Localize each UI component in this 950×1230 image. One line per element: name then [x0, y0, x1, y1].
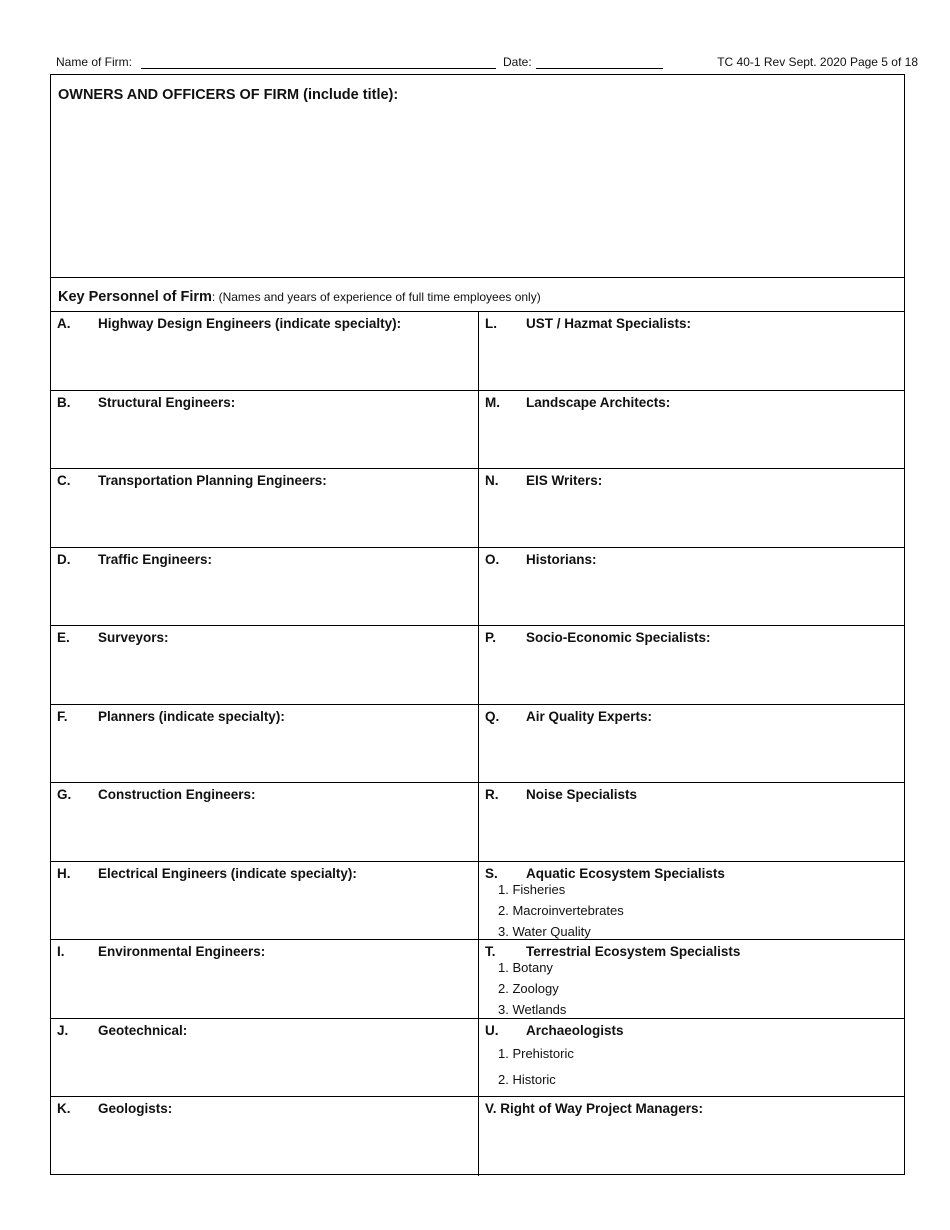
- category-letter: A.: [57, 316, 71, 331]
- personnel-cell[interactable]: [51, 391, 479, 469]
- firm-name-field[interactable]: [141, 68, 496, 69]
- category-letter: K.: [57, 1101, 71, 1117]
- sub-specialty-item: 2. Historic: [498, 1071, 556, 1087]
- personnel-cell[interactable]: [51, 783, 479, 861]
- category-letter: M.: [485, 394, 500, 410]
- table-row: [51, 1097, 904, 1176]
- table-row: [51, 862, 904, 941]
- personnel-cell[interactable]: [479, 548, 906, 626]
- form-id: TC 40-1 Rev Sept. 2020 Page 5 of 18: [717, 55, 918, 69]
- owners-title: OWNERS AND OFFICERS OF FIRM (include title):: [58, 87, 399, 103]
- category-letter: O.: [485, 551, 500, 567]
- personnel-form: [50, 74, 905, 1175]
- table-row: [51, 626, 904, 705]
- table-row: [51, 940, 904, 1019]
- category-label: V. Right of Way Project Managers:: [485, 1101, 704, 1117]
- category-label: EIS Writers:: [526, 473, 603, 489]
- sub-specialty-item: 3. Water Quality: [498, 923, 591, 939]
- sub-specialty-item: 1. Prehistoric: [498, 1045, 574, 1061]
- personnel-cell[interactable]: [51, 705, 479, 783]
- category-label: Aquatic Ecosystem Specialists: [526, 865, 725, 881]
- category-letter: Q.: [485, 708, 500, 724]
- category-label: Construction Engineers:: [98, 787, 256, 803]
- table-row: [51, 1019, 904, 1098]
- table-row: [51, 312, 904, 391]
- category-label: Highway Design Engineers (indicate specialty):: [98, 316, 402, 331]
- owners-section[interactable]: [51, 75, 904, 278]
- personnel-cell[interactable]: [479, 469, 906, 547]
- category-label: Archaeologists: [526, 1022, 624, 1038]
- category-label: Traffic Engineers:: [98, 551, 213, 567]
- personnel-cell[interactable]: [51, 312, 479, 390]
- category-label: Structural Engineers:: [98, 394, 236, 410]
- personnel-cell[interactable]: [479, 1019, 906, 1097]
- category-letter: E.: [57, 630, 70, 646]
- category-label: Surveyors:: [98, 630, 169, 646]
- personnel-cell[interactable]: [479, 862, 906, 940]
- personnel-cell[interactable]: [479, 783, 906, 861]
- firm-name-label: Name of Firm:: [56, 55, 133, 69]
- table-row: [51, 469, 904, 548]
- category-letter: B.: [57, 394, 71, 410]
- category-letter: J.: [57, 1022, 69, 1038]
- category-label: Historians:: [526, 551, 597, 567]
- category-label: UST / Hazmat Specialists:: [526, 316, 692, 331]
- personnel-cell[interactable]: [479, 391, 906, 469]
- category-letter: S.: [485, 865, 498, 881]
- table-row: [51, 548, 904, 627]
- personnel-cell[interactable]: [51, 1097, 479, 1176]
- category-letter: P.: [485, 630, 497, 646]
- personnel-cell[interactable]: [51, 626, 479, 704]
- sub-specialty-item: 2. Macroinvertebrates: [498, 902, 624, 918]
- category-letter: N.: [485, 473, 499, 489]
- category-label: Geologists:: [98, 1101, 173, 1117]
- category-label: Geotechnical:: [98, 1022, 188, 1038]
- personnel-cell[interactable]: [51, 548, 479, 626]
- key-personnel-header: [51, 278, 904, 312]
- category-label: Electrical Engineers (indicate specialty):: [98, 865, 357, 881]
- table-row: [51, 705, 904, 784]
- personnel-cell[interactable]: [479, 705, 906, 783]
- sub-specialty-item: 2. Zoology: [498, 981, 559, 997]
- sub-specialty-item: 1. Fisheries: [498, 881, 566, 897]
- personnel-cell[interactable]: [51, 940, 479, 1018]
- personnel-grid: [51, 312, 904, 1176]
- category-label: Environmental Engineers:: [98, 944, 266, 960]
- sub-specialty-item: 1. Botany: [498, 960, 553, 976]
- personnel-cell[interactable]: [479, 1097, 906, 1176]
- key-personnel-note: : (Names and years of experience of full time employees only): [211, 290, 541, 304]
- category-letter: D.: [57, 551, 71, 567]
- page-header: [56, 55, 918, 73]
- category-label: Planners (indicate specialty):: [98, 708, 285, 724]
- table-row: [51, 391, 904, 470]
- category-letter: T.: [485, 944, 496, 960]
- category-label: Terrestrial Ecosystem Specialists: [526, 944, 741, 960]
- category-letter: G.: [57, 787, 72, 803]
- sub-specialty-item: 3. Wetlands: [498, 1002, 567, 1018]
- category-letter: U.: [485, 1022, 499, 1038]
- table-row: [51, 783, 904, 862]
- category-letter: L.: [485, 316, 497, 331]
- category-label: Noise Specialists: [526, 787, 638, 803]
- category-letter: H.: [57, 865, 71, 881]
- category-label: Landscape Architects:: [526, 394, 671, 410]
- personnel-cell[interactable]: [51, 862, 479, 940]
- date-field[interactable]: [536, 68, 663, 69]
- personnel-cell[interactable]: [479, 626, 906, 704]
- category-letter: I.: [57, 944, 65, 960]
- personnel-cell[interactable]: [479, 312, 906, 390]
- category-letter: C.: [57, 473, 71, 489]
- category-letter: F.: [57, 708, 68, 724]
- category-label: Transportation Planning Engineers:: [98, 473, 327, 489]
- category-letter: R.: [485, 787, 499, 803]
- category-label: Socio-Economic Specialists:: [526, 630, 711, 646]
- category-label: Air Quality Experts:: [526, 708, 653, 724]
- personnel-cell[interactable]: [51, 1019, 479, 1097]
- personnel-cell[interactable]: [51, 469, 479, 547]
- date-label: Date:: [503, 55, 532, 69]
- key-personnel-title: Key Personnel of Firm: [58, 289, 212, 305]
- personnel-cell[interactable]: [479, 940, 906, 1018]
